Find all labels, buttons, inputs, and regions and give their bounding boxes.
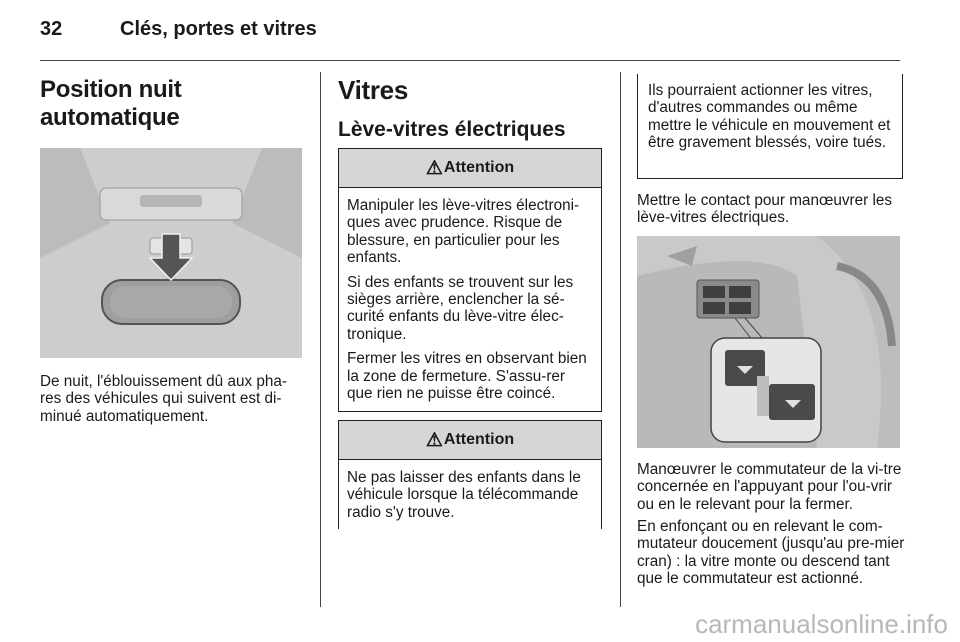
ignition-instruction: Mettre le contact pour manœuvrer les lève-vitres électriques. (637, 192, 893, 227)
night-mirror-description: De nuit, l'éblouissement dû aux pha-res des véhicules qui suivent est di-minué automatiquement. (40, 373, 287, 425)
warning1-paragraph-2: Si des enfants se trouvent sur les sièges arrière, enclencher la sé-curité enfants du lève-vitre élec-tronique. (347, 273, 574, 343)
warning-header-1 (339, 149, 601, 188)
warning-body-2 (339, 460, 601, 521)
warning-triangle-icon: ⚠ (425, 157, 443, 179)
watermark: carmanualsonline.info (695, 609, 948, 639)
warning-title-2: Attention (443, 431, 515, 448)
warning-box-1 (338, 148, 602, 412)
mirror-illustration-svg (40, 148, 302, 358)
warning1-paragraph-3: Fermer les vitres en observant bien la zone de fermeture. S'assu-rer que rien ne puisse être coincé. (347, 350, 587, 403)
section-heading-windows: Vitres (338, 75, 408, 105)
left-column (40, 70, 304, 425)
middle-column (338, 70, 602, 142)
warning2-paragraph: Ne pas laisser des enfants dans le véhicule lorsque la télécommande radio s'y trouve. (347, 469, 581, 521)
warning-header-2 (339, 421, 601, 460)
header-rule (40, 60, 900, 61)
warning-body-1 (339, 188, 601, 402)
window-switch-svg (637, 236, 900, 448)
column-separator-left (320, 72, 321, 607)
window-switch-illustration (637, 236, 900, 448)
chapter-title: Clés, portes et vitres (120, 18, 317, 40)
warning1-paragraph-1: Manipuler les lève-vitres électroni-ques avec prudence. Risque de blessure, en particulier pour les enfants. (347, 197, 580, 267)
warning-title-1: Attention (443, 159, 515, 176)
switch-operation-text: Manœuvrer le commutateur de la vi-tre concernée en l'appuyant pour l'ou-vrir ou en le relevant pour la fermer. (637, 461, 902, 513)
switch-gentle-text: En enfonçant ou en relevant le com-mutateur doucement (jusqu'au pre-mier cran) : la vitre monte ou descend tant que le commutateur est actionné. (637, 518, 905, 588)
warning-box-2 (338, 420, 602, 529)
warning-triangle-icon: ⚠ (425, 429, 443, 451)
mirror-illustration (40, 148, 302, 358)
warning-continued-text: Ils pourraient actionner les vitres, d'autres commandes ou même mettre le véhicule en mouvement et être gravement blessés, voire tués. (648, 82, 891, 152)
column-separator-right (620, 72, 621, 607)
page-number: 32 (40, 18, 63, 40)
subheading-power-windows: Lève-vitres électriques (338, 118, 566, 141)
warning-continued-box (637, 74, 903, 179)
section-heading-night-mirror: Position nuit automatique (40, 76, 182, 131)
